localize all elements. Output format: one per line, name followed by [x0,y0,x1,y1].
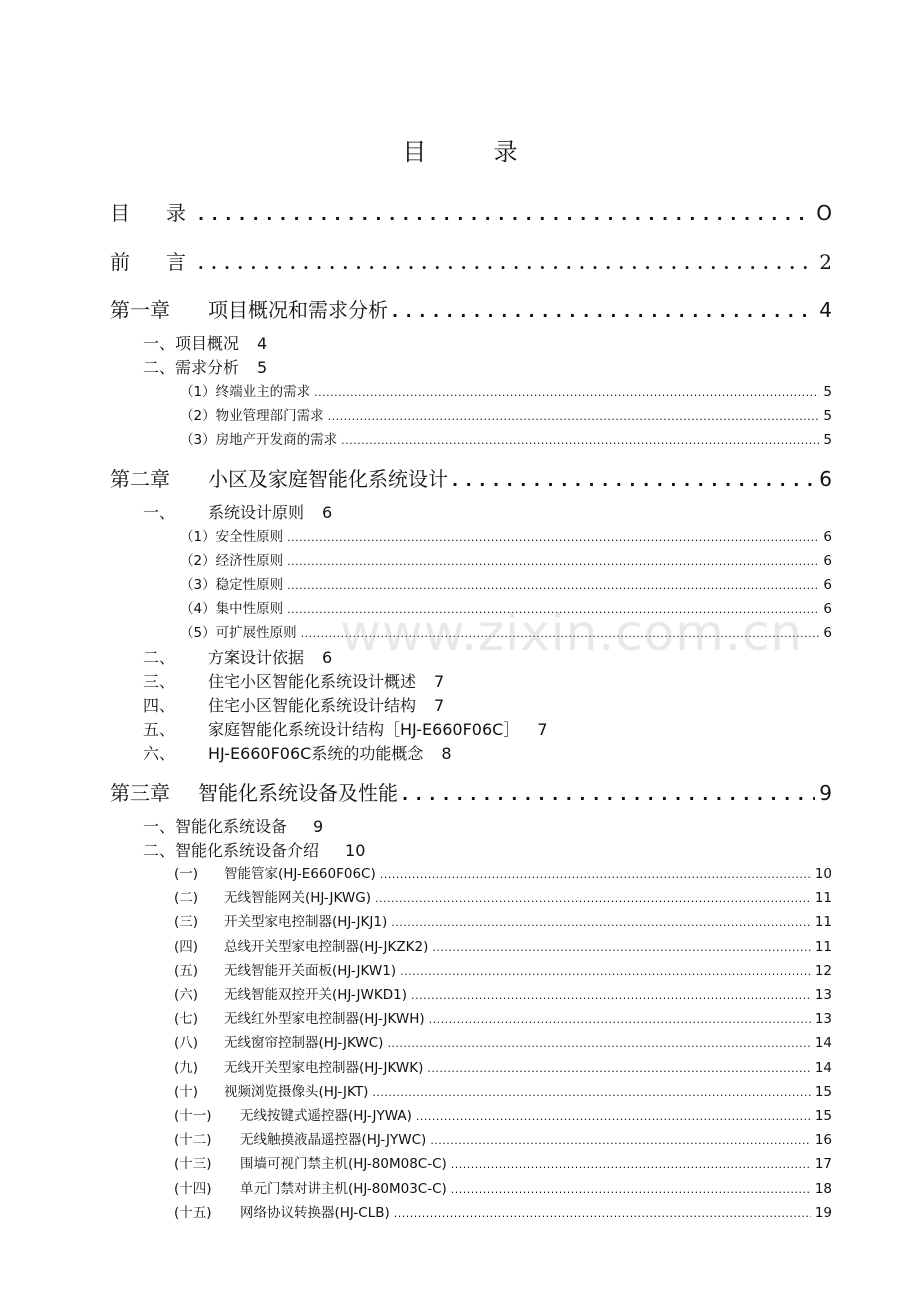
toc-page-number: 13 [814,1011,832,1028]
toc-entry-preface[interactable] [110,246,832,272]
toc-subsection[interactable] [174,862,832,882]
dot-leader [400,965,811,978]
watermark: www.zixin.com.cn [340,604,804,662]
toc-page-number: 5 [257,358,268,377]
toc-page-number: 14 [814,1059,832,1076]
toc-page-number: 16 [814,1132,832,1149]
subsection-number: (八) [174,1035,199,1052]
toc-chapter-1[interactable] [110,294,832,320]
subsection-number: (六) [174,987,199,1003]
toc-subsection[interactable] [174,959,832,979]
subsection-title: 无线智能网关(HJ-JKWG) [224,890,371,907]
dot-leader [341,434,819,447]
toc-subsection[interactable] [174,1007,832,1027]
toc-page-number: 7 [434,696,445,715]
section-title: 二、需求分析 [143,358,240,377]
toc-subsection[interactable] [174,1152,832,1172]
toc-subsection[interactable] [180,428,832,448]
subsection-number: (十一) [174,1108,212,1124]
subsection-number: (四) [174,938,199,955]
chapter-title: 项目概况和需求分析 [208,298,388,322]
subsection-number: (五) [174,962,199,979]
toc-section[interactable] [143,500,332,522]
subsection-title: 无线智能双控开关(HJ-JWKD1) [224,987,407,1003]
toc-subsection[interactable] [174,983,832,1003]
toc-page-number: 6 [823,601,832,617]
toc-page-number: 6 [322,648,333,667]
toc-page-number: 9 [313,817,324,836]
subsection-title: 无线开关型家电控制器(HJ-JKWK) [224,1059,424,1076]
subsection-title: 智能管家(HJ-E660F06C) [224,866,376,882]
dot-leader [430,1134,811,1147]
subsection-number: (九) [174,1059,199,1076]
subsection-title: 单元门禁对讲主机(HJ-80M03C-C) [240,1180,447,1197]
subsection-title: 无线窗帘控制器(HJ-JKWC) [224,1035,384,1052]
toc-subsection[interactable] [180,573,832,593]
dot-leader [198,254,815,273]
subsection-number: （3） [180,577,216,593]
toc-page-number: 18 [814,1180,832,1197]
toc-section[interactable] [143,814,323,836]
dot-leader [394,1207,811,1220]
toc-section[interactable] [143,331,267,353]
dot-leader [452,471,815,490]
toc-page-number: 19 [814,1204,832,1221]
toc-subsection[interactable] [174,1201,832,1221]
toc-subsection[interactable] [174,935,832,955]
subsection-number: (十四) [174,1180,212,1197]
toc-subsection[interactable] [174,910,832,930]
section-number: 四、 [143,696,176,715]
dot-leader [287,531,819,544]
subsection-number: （1） [180,384,216,400]
subsection-title: 可扩展性原则 [215,625,297,641]
toc-page-number: 6 [819,467,832,491]
page-title: 目 录 [402,138,540,166]
chapter-number: 第三章 [110,781,170,805]
subsection-title: 开关型家电控制器(HJ-JKJ1) [224,914,388,931]
section-title: 住宅小区智能化系统设计概述 [208,672,417,691]
toc-subsection[interactable] [174,1128,832,1148]
toc-page-number: 11 [814,890,832,907]
subsection-number: （1） [180,529,216,545]
dot-leader [287,555,819,568]
toc-subsection[interactable] [174,1177,832,1197]
subsection-number: （2） [180,553,216,569]
dot-leader [328,410,820,423]
toc-page-number: 17 [814,1156,832,1173]
dot-leader [372,1086,810,1099]
subsection-title: 房地产开发商的需求 [215,432,338,448]
toc-page-number: 6 [823,577,832,593]
toc-subsection[interactable] [174,1080,832,1100]
toc-entry-contents[interactable] [110,197,832,223]
toc-page-number: 7 [537,720,548,739]
dot-leader [380,868,811,881]
dot-leader [402,785,815,804]
toc-page-number: 12 [814,962,832,979]
section-number: 三、 [143,672,176,691]
subsection-title: 无线触摸液晶遥控器(HJ-JYWC) [240,1132,427,1149]
subsection-number: （5） [180,625,216,641]
subsection-title: 视频浏览摄像头(HJ-JKT) [224,1083,369,1100]
toc-section[interactable] [143,693,444,715]
toc-page-number: 15 [814,1108,832,1124]
toc-page-number: 5 [823,384,832,400]
section-number: 六、 [143,744,176,763]
toc-section[interactable] [143,838,365,860]
subsection-title: 网络协议转换器(HJ-CLB) [240,1204,390,1221]
subsection-number: (十二) [174,1132,212,1149]
subsection-title: 无线按键式遥控器(HJ-JYWA) [240,1108,412,1124]
toc-section[interactable] [143,741,452,763]
toc-page-number: 11 [814,914,832,931]
subsection-title: 围墙可视门禁主机(HJ-80M08C-C) [240,1156,447,1173]
toc-entry-label: 目 录 [110,201,194,225]
subsection-title: 总线开关型家电控制器(HJ-JKZK2) [224,938,429,955]
toc-chapter-2[interactable] [110,463,832,489]
toc-section[interactable] [143,717,548,739]
subsection-title: 物业管理部门需求 [215,408,324,424]
dot-leader [387,1037,810,1050]
section-title: 住宅小区智能化系统设计结构 [208,696,417,715]
chapter-title: 小区及家庭智能化系统设计 [208,467,448,491]
section-number: 二、 [143,648,176,667]
toc-section[interactable] [143,669,444,691]
dot-leader [451,1158,811,1171]
toc-subsection[interactable] [174,886,832,906]
toc-subsection[interactable] [180,404,832,424]
toc-subsection[interactable] [174,1031,832,1051]
toc-chapter-3[interactable] [110,777,832,803]
dot-leader [416,1110,811,1123]
section-title: 系统设计原则 [208,503,305,522]
dot-leader [287,579,819,592]
section-title: 家庭智能化系统设计结构［HJ-E660F06C］ [208,720,520,739]
chapter-title: 智能化系统设备及性能 [198,781,398,805]
toc-page-number: O [816,201,832,225]
subsection-title: 集中性原则 [215,601,284,617]
subsection-title: 安全性原则 [215,529,284,545]
section-title: 方案设计依据 [208,648,305,667]
subsection-number: （3） [180,432,216,448]
dot-leader [314,386,819,399]
dot-leader [391,916,811,929]
section-number: 一、 [143,503,176,522]
subsection-title: 无线红外型家电控制器(HJ-JKWH) [224,1011,425,1028]
toc-page-number: 9 [819,781,832,805]
toc-page-number: 6 [823,625,832,641]
toc-page-number: 6 [322,503,333,522]
toc-subsection[interactable] [180,380,832,400]
toc-subsection[interactable] [180,525,832,545]
subsection-number: (二) [174,890,199,907]
toc-entry-label: 前 言 [110,250,194,274]
toc-page-number: 8 [441,744,452,763]
dot-leader [432,941,810,954]
subsection-number: (十三) [174,1156,212,1173]
toc-page-number: 11 [814,938,832,955]
toc-page-number: 6 [823,553,832,569]
subsection-title: 经济性原则 [215,553,284,569]
subsection-number: (三) [174,914,199,931]
subsection-number: (十五) [174,1204,212,1221]
toc-page-number: 4 [819,298,832,322]
section-title: 一、项目概况 [143,334,240,353]
toc-page-number: 10 [814,866,832,882]
toc-page-number: 5 [823,432,832,448]
dot-leader [375,892,811,905]
toc-page-number: 13 [814,987,832,1003]
toc-subsection[interactable] [174,1104,832,1124]
toc-subsection[interactable] [180,549,832,569]
subsection-number: (七) [174,1011,199,1028]
toc-subsection[interactable] [174,1056,832,1076]
dot-leader [411,989,811,1002]
toc-section[interactable] [143,645,332,667]
dot-leader [451,1183,811,1196]
toc-page-number: 7 [434,672,445,691]
dot-leader [427,1062,810,1075]
toc-section[interactable] [143,355,267,377]
toc-page-number: 2 [819,250,832,274]
section-title: 二、智能化系统设备介绍 [143,841,320,860]
subsection-number: （4） [180,601,216,617]
subsection-title: 终端业主的需求 [215,384,311,400]
subsection-number: （2） [180,408,216,424]
toc-page-number: 6 [823,529,832,545]
chapter-number: 第二章 [110,467,170,491]
toc-page-number: 14 [814,1035,832,1052]
dot-leader [392,302,815,321]
dot-leader [198,205,812,224]
toc-page-number: 5 [823,408,832,424]
subsection-number: (十) [174,1083,199,1100]
section-title: HJ-E660F06C系统的功能概念 [208,744,424,763]
chapter-number: 第一章 [110,298,170,322]
toc-page-number: 10 [345,841,366,860]
section-title: 一、智能化系统设备 [143,817,288,836]
section-number: 五、 [143,720,176,739]
toc-page-number: 4 [257,334,268,353]
subsection-number: (一) [174,866,199,882]
subsection-title: 稳定性原则 [215,577,284,593]
subsection-title: 无线智能开关面板(HJ-JKW1) [224,962,397,979]
toc-page-number: 15 [814,1083,832,1100]
dot-leader [429,1013,811,1026]
